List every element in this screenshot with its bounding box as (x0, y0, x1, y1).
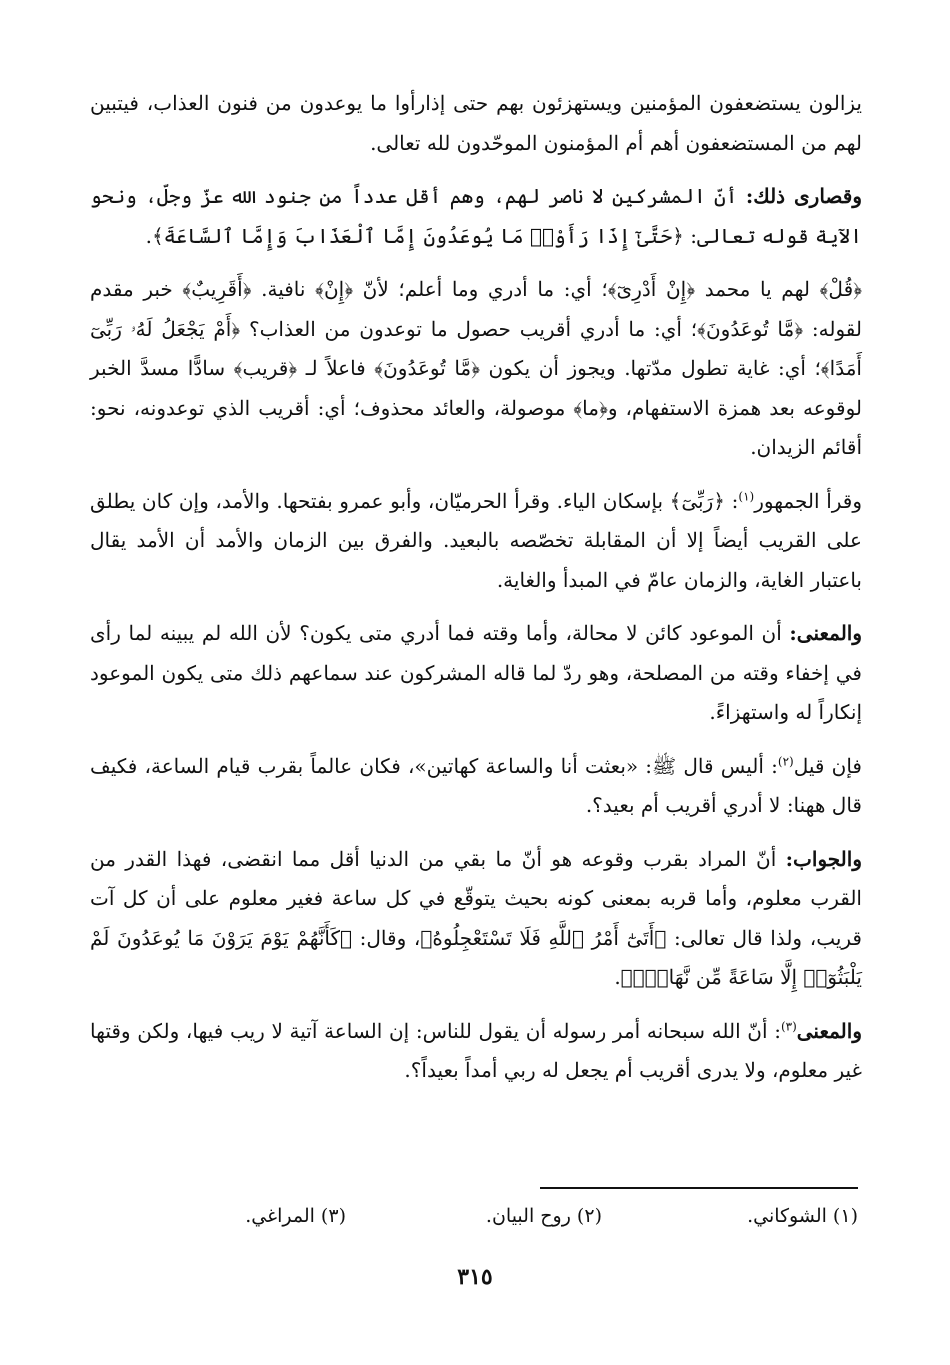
paragraph-text: يزالون يستضعفون المؤمنين ويستهزئون بهم حتى إذارأوا ما يوعدون من فنون العذاب، فيتبين لهم من المستضعفون أهم أم المؤمنون الموحّدون لله تعالى. (90, 91, 862, 155)
paragraph-text: : أنّ الله سبحانه أمر رسوله أن يقول للناس: إن الساعة آتية لا ريب فيها، ولكن وقتها غير معلوم، ولا يدرى أقريب أم يجعل له ربي أمداً بعيداً؟. (90, 1018, 862, 1082)
paragraph-text: : أليس قال ﷺ: «بعثت أنا والساعة كهاتين»، فكان عالماً بقرب قيام الساعة، فكيف قال ههنا: لا أدري أقريب أم بعيد؟. (90, 753, 862, 817)
paragraph-text: ﴿قُلْ﴾ لهم يا محمد ﴿إِنْ أَدْرِىٓ﴾؛ أي: ما أدري وما أعلم؛ لأنّ ﴿إِنْ﴾ نافية. ﴿أَقَرِيبٌ﴾ خبر مقدم لقوله: ﴿مَّا تُوعَدُونَ﴾؛ أي: ما أدري أقريب حصول ما توعدون من العذاب؟ ﴿أَمْ يَجْعَلُ لَهُۥ رَبِّىٓ أَمَدًا﴾؛ أي: غاية تطول مدّتها. ويجوز أن يكون ﴿مَّا تُوعَدُونَ﴾ فاعلاً لـ ﴿قريب﴾ سادًّا مسدَّ الخبر لوقوعه بعد همزة الاستفهام، و﴿ما﴾ موصولة، والعائد محذوف؛ أي: أقريب الذي توعدونه، نحو: أقائم الزيدان. (90, 277, 862, 459)
paragraph-text: أن الموعود كائن لا محالة، وأما وقته فما أدري متى يكون؟ لأن الله لم يبينه لما رأى في إخفاء وقته من المصلحة، وهو ردّ لما قاله المشركون عند سماعهم ذلك متى يكون الموعود إنكاراً له واستهزاءً. (90, 621, 862, 724)
paragraph-text-before-mark: فإن قيل (793, 753, 862, 778)
paragraph-lead: والجواب: (785, 846, 862, 871)
paragraph-3 (90, 270, 862, 468)
footnote-2: (٢) روح البيان. (485, 1205, 602, 1227)
paragraph-6 (90, 747, 862, 826)
page-number: ٣١٥ (457, 1264, 493, 1290)
paragraph-5 (90, 614, 862, 733)
paragraph-text: أنّ المشركين لا ناصر لهم، وهم أقل عدداً من جنود الله عزّ وجلّ، ونحو الآية قوله تعالى: ﴿حَتَّىٰٓ إِذَا رَأَوْا۟ مَا يُوعَدُونَ إِمَّا ٱلْعَذَابَ وَإِمَّا ٱلسَّاعَةَ﴾. (90, 184, 862, 248)
footnote-3: (٣) المراغي. (245, 1205, 346, 1227)
footnote-mark: (٢) (777, 753, 794, 768)
paragraph-lead: وقصارى ذلك: (745, 184, 862, 208)
paragraph-4 (90, 482, 862, 601)
footnote-1: (١) الشوكاني. (747, 1205, 858, 1227)
paragraph-1 (90, 84, 862, 163)
footnotes (90, 1205, 858, 1227)
paragraph-lead: والمعنى (796, 1018, 862, 1043)
paragraph-2 (90, 177, 862, 256)
paragraph-text: أنّ المراد بقرب وقوعه هو أنّ ما بقي من الدنيا أقل مما انقضى، فهذا القدر من القرب معلوم، وأما قربه بمعنى كونه بحيث يتوقّع في كل ساعة فغير معلوم على أن كل آت قريب، ولذا قال تعالى: ﴿أَتَىٰٓ أَمْرُ ٱللَّهِ فَلَا تَسْتَعْجِلُوهُ﴾، وقال: ﴿كَأَنَّهُمْ يَوْمَ يَرَوْنَ مَا يُوعَدُونَ لَمْ يَلْبَثُوٓا۟ إِلَّا سَاعَةً مِّن نَّهَارٍۭ﴾. (90, 846, 862, 989)
paragraph-text: : ﴿رَبِّىٓ﴾ بإسكان الياء. وقرأ الحرميّان، وأبو عمرو بفتحها. والأمد، وإن كان يطلق على القريب أيضاً إلا أن المقابلة تخصّصه بالبعيد. والفرق بين الزمان والأمد أن الأمد يقال باعتبار الغاية، والزمان عامّ في المبدأ والغاية. (90, 488, 862, 592)
footnote-mark: (٣) (780, 1018, 797, 1033)
footnote-mark: (١) (738, 488, 755, 503)
paragraph-8 (90, 1012, 862, 1091)
paragraph-7 (90, 840, 862, 998)
paragraph-text-before-mark: وقرأ الجمهور (754, 488, 863, 513)
paragraph-lead: والمعنى: (789, 621, 862, 645)
footnote-divider (540, 1187, 858, 1189)
